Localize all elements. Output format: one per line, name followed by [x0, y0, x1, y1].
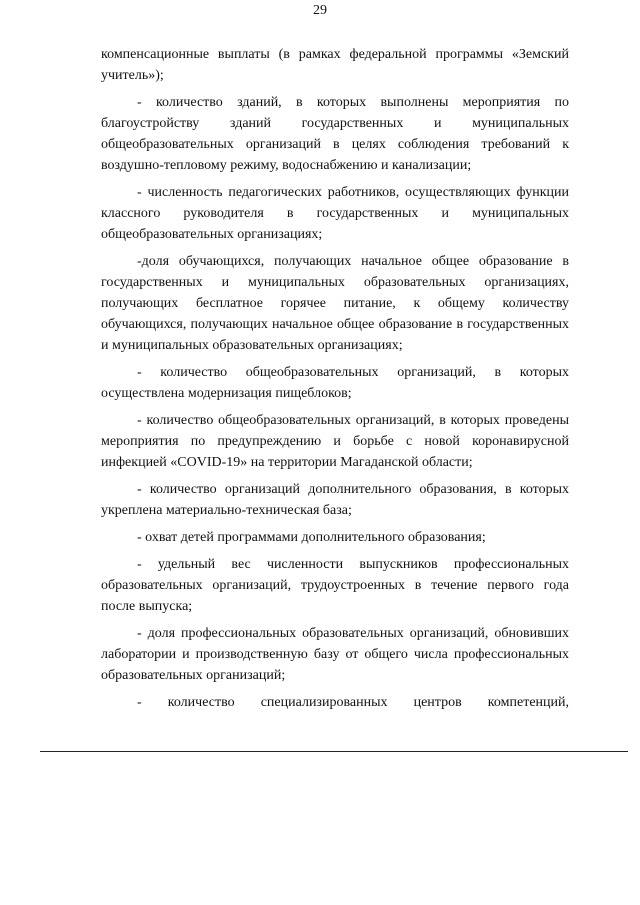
paragraph-competence-centers: - количество специализированных центров компетенций, — [137, 695, 569, 710]
paragraph-class-teachers: - численность педагогических работников, осуществляющих функции классного руководителя в государственных и муниципальных общеобразовательных организациях; — [101, 185, 569, 242]
paragraph-graduates-employment: - удельный вес численности выпускников профессиональных образовательных организаций, трудоустроенных в течение первого года после выпуска; — [101, 557, 569, 614]
page-number: 29 — [313, 3, 327, 18]
paragraph-hot-meals: -доля обучающихся, получающих начальное общее образование в государственных и муниципальных образовательных организациях, получающих бесплатное горячее питание, к общему количеству обучающихся, получающих начальное общее образование в государственных и муниципальных образовательных организациях; — [101, 254, 569, 353]
footer-divider — [40, 751, 628, 752]
paragraph-children-coverage: - охват детей программами дополнительного образования; — [137, 530, 486, 545]
paragraph-laboratories-update: - доля профессиональных образовательных организаций, обновивших лаборатории и производственную базу от общего числа профессиональных образовательных организаций; — [101, 626, 569, 683]
paragraph-canteen-modernization: - количество общеобразовательных организаций, в которых осуществлена модернизация пищеблоков; — [101, 365, 569, 401]
paragraph-covid-measures: - количество общеобразовательных организаций, в которых проведены мероприятия по предупреждению и борьбе с новой коронавирусной инфекцией «COVID-19» на территории Магаданской области; — [101, 413, 569, 470]
paragraph-continuation: компенсационные выплаты (в рамках федеральной программы «Земский учитель»); — [101, 47, 569, 83]
document-body — [101, 44, 569, 713]
paragraph-buildings-improvement: - количество зданий, в которых выполнены мероприятия по благоустройству зданий государственных и муниципальных общеобразовательных организаций в целях соблюдения требований к воздушно-тепловому режиму, водоснабжению и канализации; — [101, 95, 569, 173]
paragraph-additional-education-base: - количество организаций дополнительного образования, в которых укреплена материально-техническая база; — [101, 482, 569, 518]
